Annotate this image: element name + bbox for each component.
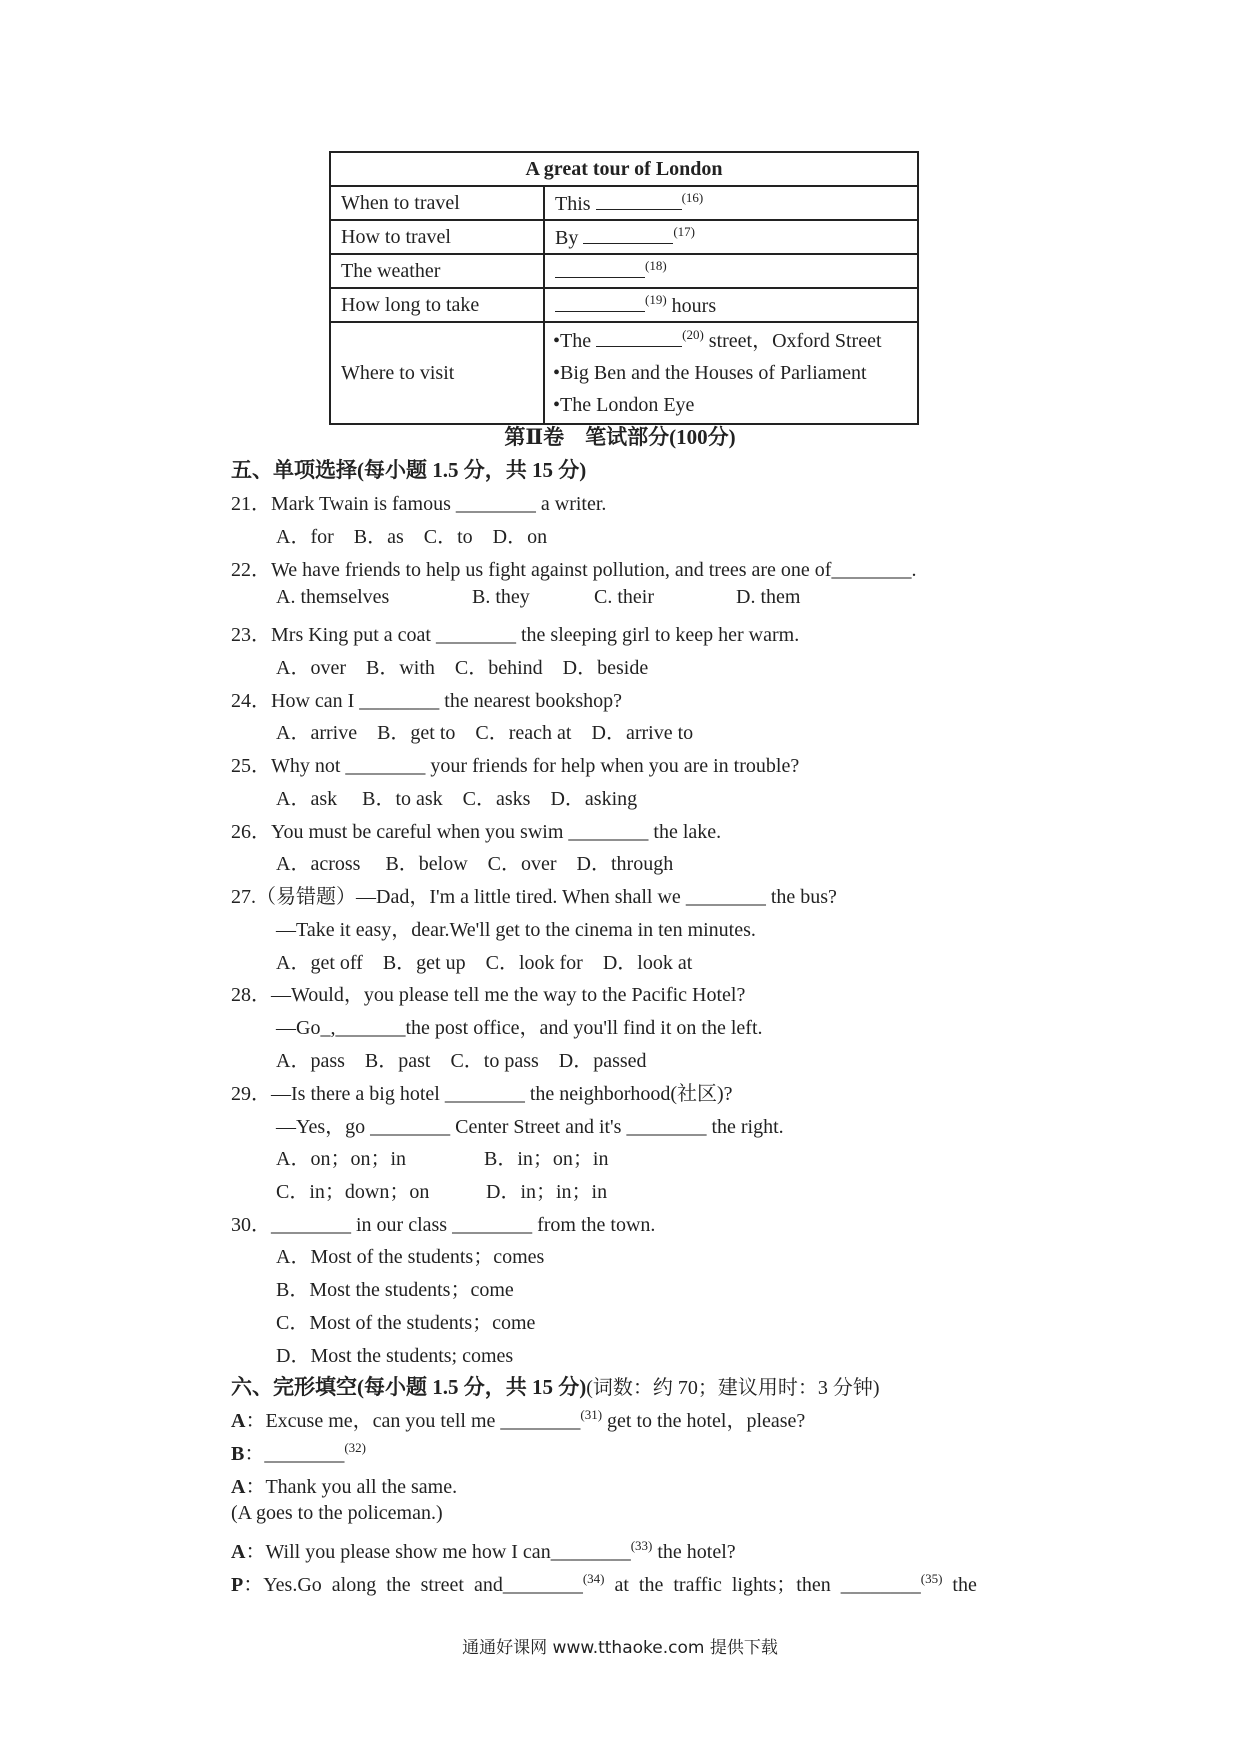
question-options bbox=[276, 782, 637, 811]
list-item: •The $^{(20)}$ street，Oxford Street bbox=[553, 327, 882, 352]
question-options bbox=[276, 1044, 647, 1073]
option[interactable]: B. they bbox=[472, 586, 530, 608]
row-label: Where to visit bbox=[330, 322, 544, 424]
speaker: B bbox=[231, 1443, 245, 1465]
blank-number: (33) bbox=[630, 1538, 653, 1553]
answer-blank[interactable] bbox=[555, 293, 645, 312]
question-text-line2: —Yes，go ________ Center Street and it's ________ the right. bbox=[276, 1116, 784, 1138]
option[interactable]: D．through bbox=[576, 853, 674, 875]
option[interactable]: C．reach at bbox=[475, 722, 572, 744]
dialogue-line: P：Yes.Go along the street and________$^{(34)}$ at the traffic lights；then ________$^{(35)}$ the bbox=[231, 1571, 977, 1596]
option[interactable]: C. their bbox=[594, 586, 654, 608]
option[interactable]: D．asking bbox=[550, 788, 638, 810]
question-text: 28．—Would，you please tell me the way to the Pacific Hotel? bbox=[231, 984, 746, 1006]
blank-number: (18) bbox=[645, 257, 667, 273]
speaker: P bbox=[231, 1574, 244, 1596]
dialogue-line: A：Thank you all the same. bbox=[231, 1476, 458, 1498]
row-label: The weather bbox=[330, 254, 544, 288]
blank-number: (20) bbox=[682, 327, 704, 342]
option[interactable]: A．across bbox=[276, 853, 361, 875]
question-options bbox=[276, 586, 800, 609]
blank-number: (35) bbox=[920, 1571, 943, 1586]
option[interactable]: B．below bbox=[385, 853, 468, 875]
row-label: How long to take bbox=[330, 288, 544, 322]
dialogue-line: A：Will you please show me how I can________$^{(33)}$ the hotel? bbox=[231, 1538, 736, 1563]
tour-table bbox=[329, 151, 919, 425]
option[interactable]: C．Most of the students；come bbox=[276, 1312, 536, 1334]
page-footer: 通通好课网 www.tthaoke.com 提供下载 bbox=[462, 1638, 778, 1658]
table-row bbox=[330, 288, 918, 322]
option[interactable]: D．in；in；in bbox=[486, 1181, 608, 1203]
option[interactable]: C．look for bbox=[485, 952, 583, 974]
row-value: This $^{(16)}$ bbox=[544, 186, 918, 220]
answer-blank[interactable] bbox=[555, 259, 645, 278]
option[interactable]: B．to ask bbox=[362, 788, 443, 810]
section-title: 五、单项选择(每小题 1.5 分，共 15 分) bbox=[231, 458, 587, 482]
blank-number: (34) bbox=[582, 1571, 605, 1586]
option[interactable]: A．for bbox=[276, 526, 334, 548]
question-text-line2: —Go_,_______the post office，and you'll find it on the left. bbox=[276, 1017, 763, 1039]
speaker: A bbox=[231, 1541, 246, 1563]
section-title: 六、完形填空(每小题 1.5 分，共 15 分)(词数：约 70；建议用时：3 分钟) bbox=[231, 1375, 880, 1399]
question-options bbox=[276, 1175, 607, 1204]
question-text: 21．Mark Twain is famous ________ a writer. bbox=[231, 493, 607, 515]
row-value: $^{(19)}$ hours bbox=[544, 288, 918, 322]
option[interactable]: D．on bbox=[492, 526, 548, 548]
blank-number: (31) bbox=[580, 1407, 603, 1422]
option[interactable]: C．over bbox=[487, 853, 557, 875]
row-label: How to travel bbox=[330, 220, 544, 254]
list-item: •Big Ben and the Houses of Parliament bbox=[553, 362, 867, 384]
option[interactable]: C．in；down；on bbox=[276, 1181, 430, 1203]
question-text: 27.（易错题）—Dad，I'm a little tired. When shall we ________ the bus? bbox=[231, 886, 837, 908]
speaker: A bbox=[231, 1476, 246, 1498]
table-row bbox=[330, 220, 918, 254]
option[interactable]: A．get off bbox=[276, 952, 363, 974]
row-value bbox=[544, 254, 918, 288]
blank-number: (32) bbox=[344, 1440, 367, 1455]
option[interactable]: C．behind bbox=[454, 657, 543, 679]
option[interactable]: C．asks bbox=[462, 788, 531, 810]
option[interactable]: B．get up bbox=[382, 952, 466, 974]
option[interactable]: A．ask bbox=[276, 788, 338, 810]
question-text: 24．How can I ________ the nearest bookshop? bbox=[231, 690, 623, 712]
question-text: 26．You must be careful when you swim ________ the lake. bbox=[231, 821, 722, 843]
table-row bbox=[330, 254, 918, 288]
question-options bbox=[276, 716, 693, 745]
option[interactable]: D．look at bbox=[602, 952, 693, 974]
question-text: 22．We have friends to help us fight against pollution, and trees are one of________. bbox=[231, 559, 917, 581]
table-row bbox=[330, 322, 918, 424]
option[interactable]: B．in；on；in bbox=[484, 1148, 609, 1170]
list-item: •The London Eye bbox=[553, 394, 695, 416]
row-label: When to travel bbox=[330, 186, 544, 220]
question-text-line2: —Take it easy，dear.We'll get to the cinema in ten minutes. bbox=[276, 919, 756, 941]
question-options bbox=[276, 946, 692, 975]
visit-list bbox=[544, 322, 918, 424]
option[interactable]: B．with bbox=[365, 657, 435, 679]
option[interactable]: C．to bbox=[423, 526, 473, 548]
table-row bbox=[330, 186, 918, 220]
question-options bbox=[276, 847, 673, 876]
option[interactable]: A．over bbox=[276, 657, 346, 679]
speaker: A bbox=[231, 1410, 246, 1432]
option[interactable]: B．get to bbox=[377, 722, 456, 744]
row-value: By $^{(17)}$ bbox=[544, 220, 918, 254]
dialogue-line: (A goes to the policeman.) bbox=[231, 1502, 443, 1524]
answer-blank[interactable] bbox=[583, 225, 673, 244]
blank-number: (19) bbox=[645, 291, 667, 307]
option[interactable]: D．Most the students; comes bbox=[276, 1345, 514, 1367]
option[interactable]: B．past bbox=[364, 1050, 431, 1072]
option[interactable]: C．to pass bbox=[450, 1050, 539, 1072]
blank-number: (16) bbox=[681, 189, 704, 205]
question-text: 29．—Is there a big hotel ________ the neighborhood(社区)? bbox=[231, 1083, 733, 1105]
answer-blank[interactable] bbox=[596, 191, 682, 210]
blank-number: (17) bbox=[673, 223, 696, 239]
option[interactable]: A．on；on；in bbox=[276, 1148, 406, 1170]
dialogue-line: B：________$^{(32)}$ bbox=[231, 1440, 367, 1465]
answer-blank[interactable] bbox=[596, 328, 682, 347]
option[interactable]: A．arrive bbox=[276, 722, 358, 744]
dialogue-line: A：Excuse me，can you tell me ________$^{(31)}$ get to the hotel，please? bbox=[231, 1407, 806, 1432]
option[interactable]: D．passed bbox=[558, 1050, 647, 1072]
part-title: 第Ⅱ卷 笔试部分(100分) bbox=[504, 425, 736, 449]
option[interactable]: A．Most of the students；comes bbox=[276, 1246, 545, 1268]
tour-table-title: A great tour of London bbox=[330, 152, 918, 186]
option[interactable]: A. themselves bbox=[276, 586, 390, 608]
question-text: 25．Why not ________ your friends for help when you are in trouble? bbox=[231, 755, 800, 777]
option[interactable]: D．beside bbox=[562, 657, 649, 679]
question-options bbox=[276, 1142, 608, 1171]
option[interactable]: B．Most the students；come bbox=[276, 1279, 514, 1301]
option[interactable]: D．arrive to bbox=[591, 722, 694, 744]
option[interactable]: A．pass bbox=[276, 1050, 345, 1072]
option[interactable]: D. them bbox=[736, 586, 801, 608]
question-options bbox=[276, 520, 547, 549]
question-options bbox=[276, 651, 648, 680]
option[interactable]: B．as bbox=[353, 526, 404, 548]
question-text: 23．Mrs King put a coat ________ the sleeping girl to keep her warm. bbox=[231, 624, 800, 646]
question-text: 30．________ in our class ________ from the town. bbox=[231, 1214, 656, 1236]
